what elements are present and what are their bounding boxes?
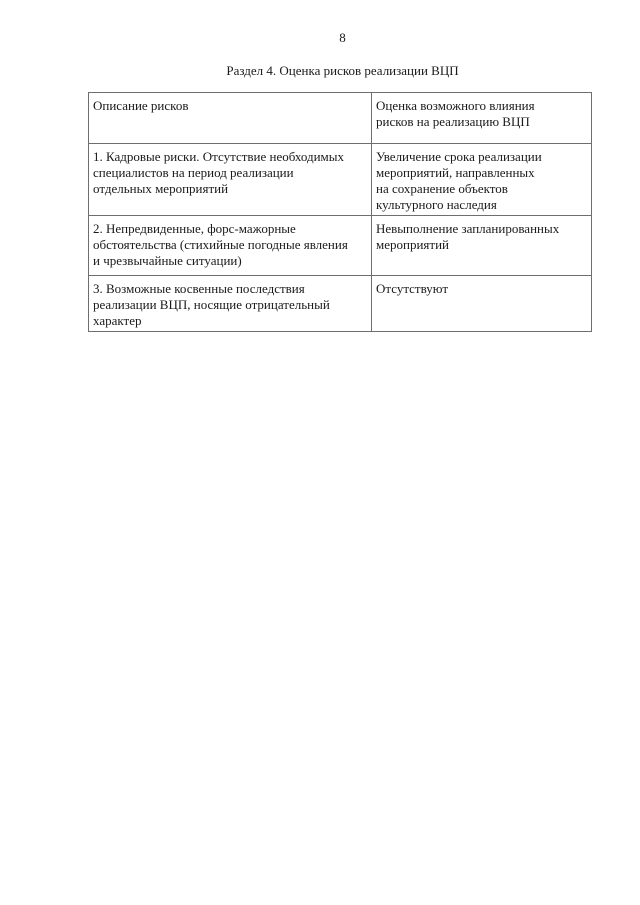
header-cell-line: рисков на реализацию ВЦП	[376, 114, 530, 129]
risk-impact-cell	[372, 216, 592, 276]
risk-description-cell	[89, 144, 372, 216]
cell-line: 3. Возможные косвенные последствия	[93, 281, 305, 296]
cell-line: реализации ВЦП, носящие отрицательный	[93, 297, 330, 312]
cell-line: на сохранение объектов	[376, 181, 508, 196]
header-risk-description	[89, 93, 372, 144]
header-cell-line: Описание рисков	[93, 98, 189, 113]
cell-line: культурного наследия	[376, 197, 497, 212]
header-cell-line: Оценка возможного влияния	[376, 98, 535, 113]
cell-line: обстоятельства (стихийные погодные явления	[93, 237, 348, 252]
cell-line: Невыполнение запланированных	[376, 221, 560, 236]
cell-line: Увеличение срока реализации	[376, 149, 542, 164]
cell-line: специалистов на период реализации	[93, 165, 294, 180]
cell-line: Отсутствуют	[376, 281, 449, 296]
cell-line: мероприятий	[376, 237, 449, 252]
risk-impact-cell	[372, 144, 592, 216]
risk-description-cell	[89, 276, 372, 332]
risk-description-cell	[89, 216, 372, 276]
table-row	[89, 276, 592, 332]
cell-line: мероприятий, направленных	[376, 165, 535, 180]
table-row	[89, 216, 592, 276]
table-row	[89, 144, 592, 216]
cell-line: характер	[93, 313, 142, 328]
table-header-row	[89, 93, 592, 144]
cell-line: 1. Кадровые риски. Отсутствие необходимых	[93, 149, 345, 164]
header-risk-impact	[372, 93, 592, 144]
risk-assessment-table	[88, 92, 592, 332]
cell-line: 2. Непредвиденные, форс-мажорные	[93, 221, 296, 236]
page-number: 8	[339, 30, 346, 45]
risk-impact-cell	[372, 276, 592, 332]
cell-line: отдельных мероприятий	[93, 181, 229, 196]
cell-line: и чрезвычайные ситуации)	[93, 253, 242, 268]
section-title: Раздел 4. Оценка рисков реализации ВЦП	[226, 63, 459, 78]
